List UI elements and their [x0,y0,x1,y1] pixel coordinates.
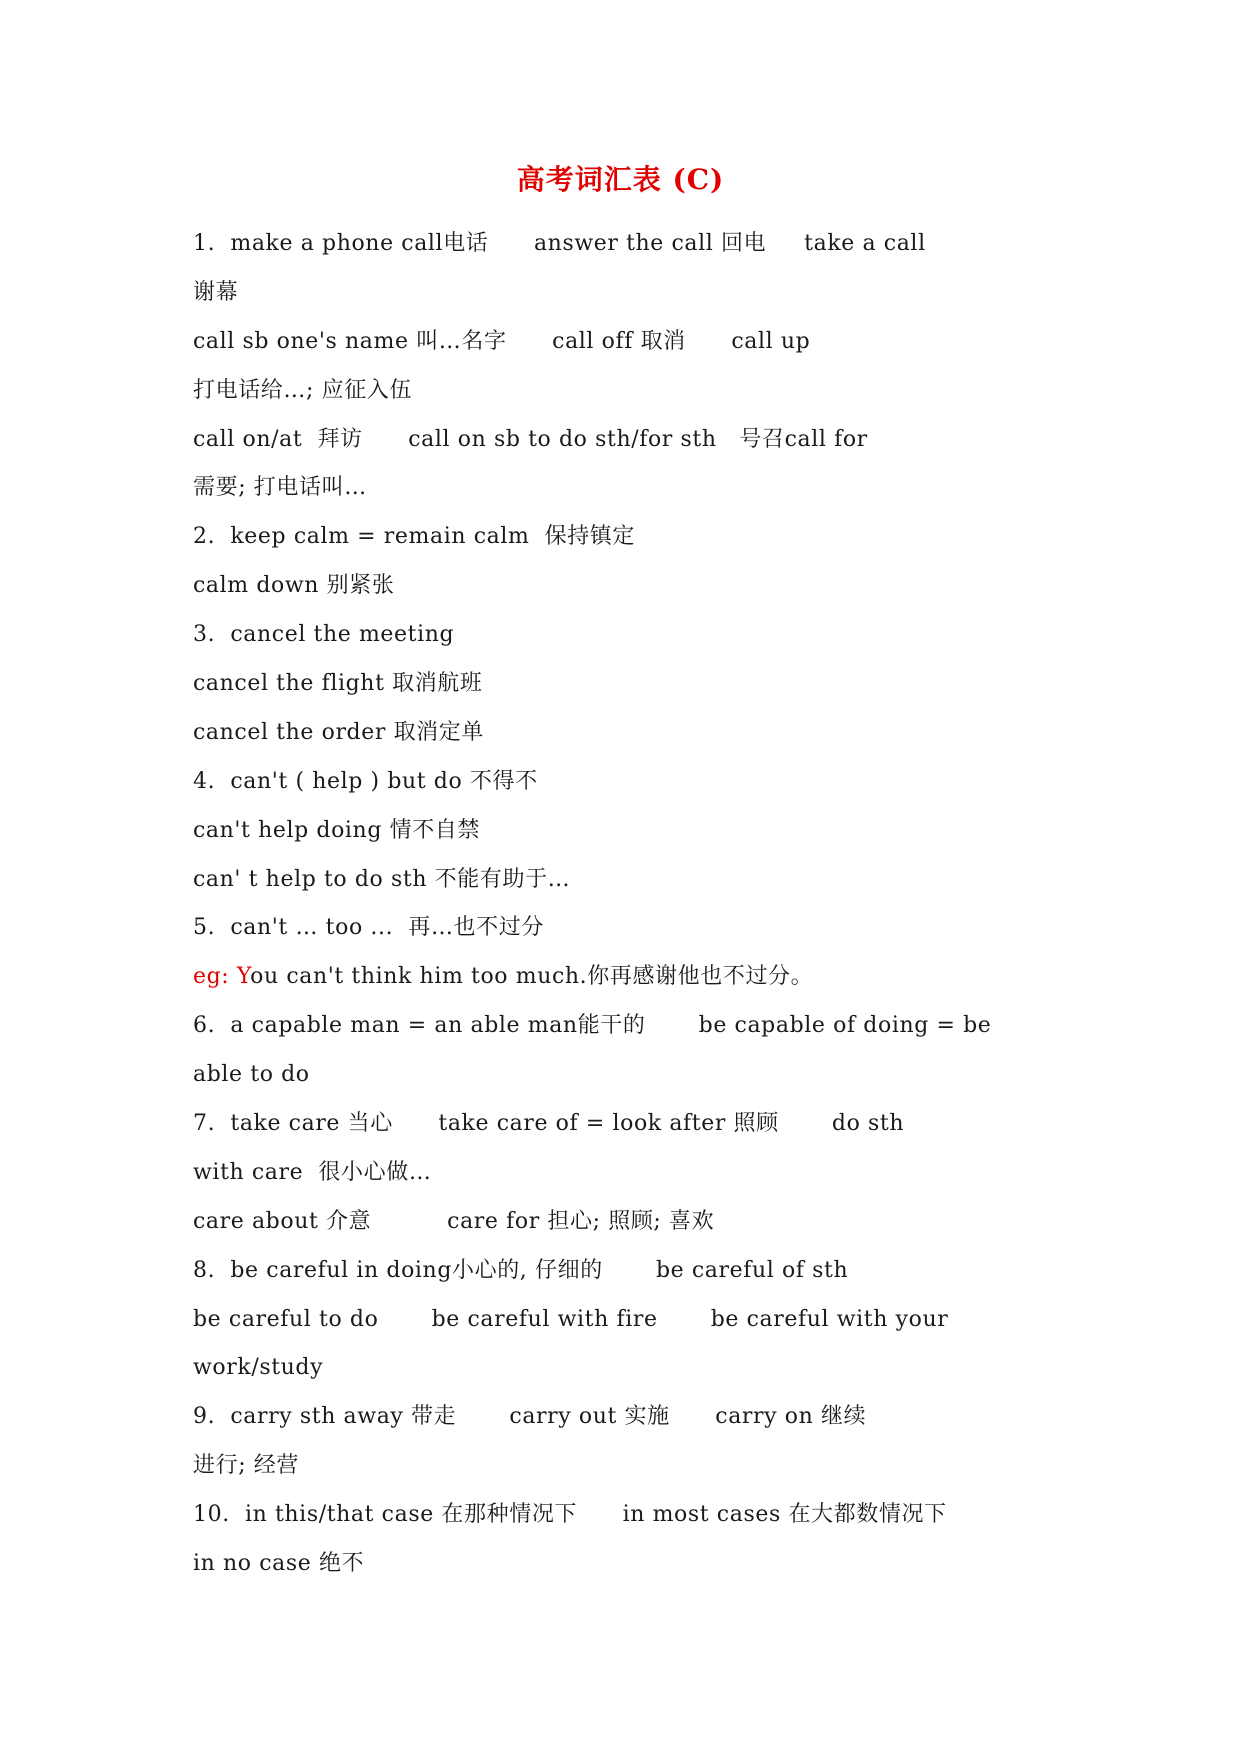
text-line: 4. can't ( help ) but do 不得不 [193,768,538,794]
text-line: cancel the order 取消定单 [193,719,484,745]
text-line: 6. a capable man = an able man能干的 be capable of doing = be [193,1013,992,1039]
text-line: 谢幕 [193,279,239,305]
text-line: 需要; 打电话叫… [193,475,367,501]
page-title: 高考词汇表 (C) [516,163,725,196]
text-line: 10. in this/that case 在那种情况下 in most cases 在大都数情况下 [193,1502,947,1528]
text-line: 进行; 经营 [193,1453,300,1479]
text-line: 5. can't … too ... 再…也不过分 [193,915,544,941]
example-line [193,953,1073,1002]
text-line: call on/at 拜访 call on sb to do sth/for sth 号召call for [193,426,868,452]
text-line: call sb one's name 叫…名字 call off 取消 call up [193,328,811,354]
text-line: 9. carry sth away 带走 carry out 实施 carry on 继续 [193,1404,867,1430]
text-line: 2. keep calm = remain calm 保持镇定 [193,524,636,550]
text-line: be careful to do be careful with fire be careful with your [193,1306,949,1332]
text-line: 3. cancel the meeting [193,622,455,648]
vocabulary-list [193,220,1073,1589]
text-line: can' t help to do sth 不能有助于… [193,866,571,892]
text-line: 8. be careful in doing小心的, 仔细的 be careful of sth [193,1257,849,1283]
text-line: in no case 绝不 [193,1551,365,1577]
text-line: care about 介意 care for 担心; 照顾; 喜欢 [193,1208,715,1234]
text-line: cancel the flight 取消航班 [193,671,483,697]
example-text: ou can't think him too much.你再感谢他也不过分。 [250,964,814,990]
text-line: able to do [193,1062,310,1088]
text-line: 1. make a phone call电话 answer the call 回电 take a call [193,231,926,256]
text-line: calm down 别紧张 [193,573,395,599]
text-line: can't help doing 情不自禁 [193,817,480,843]
text-line: 打电话给…; 应征入伍 [193,377,413,403]
text-line: 7. take care 当心 take care of = look after 照顾 do sth [193,1111,905,1137]
example-prefix: eg: Y [193,964,251,990]
text-line: work/study [193,1355,324,1381]
text-line: with care 很小心做… [193,1159,432,1185]
